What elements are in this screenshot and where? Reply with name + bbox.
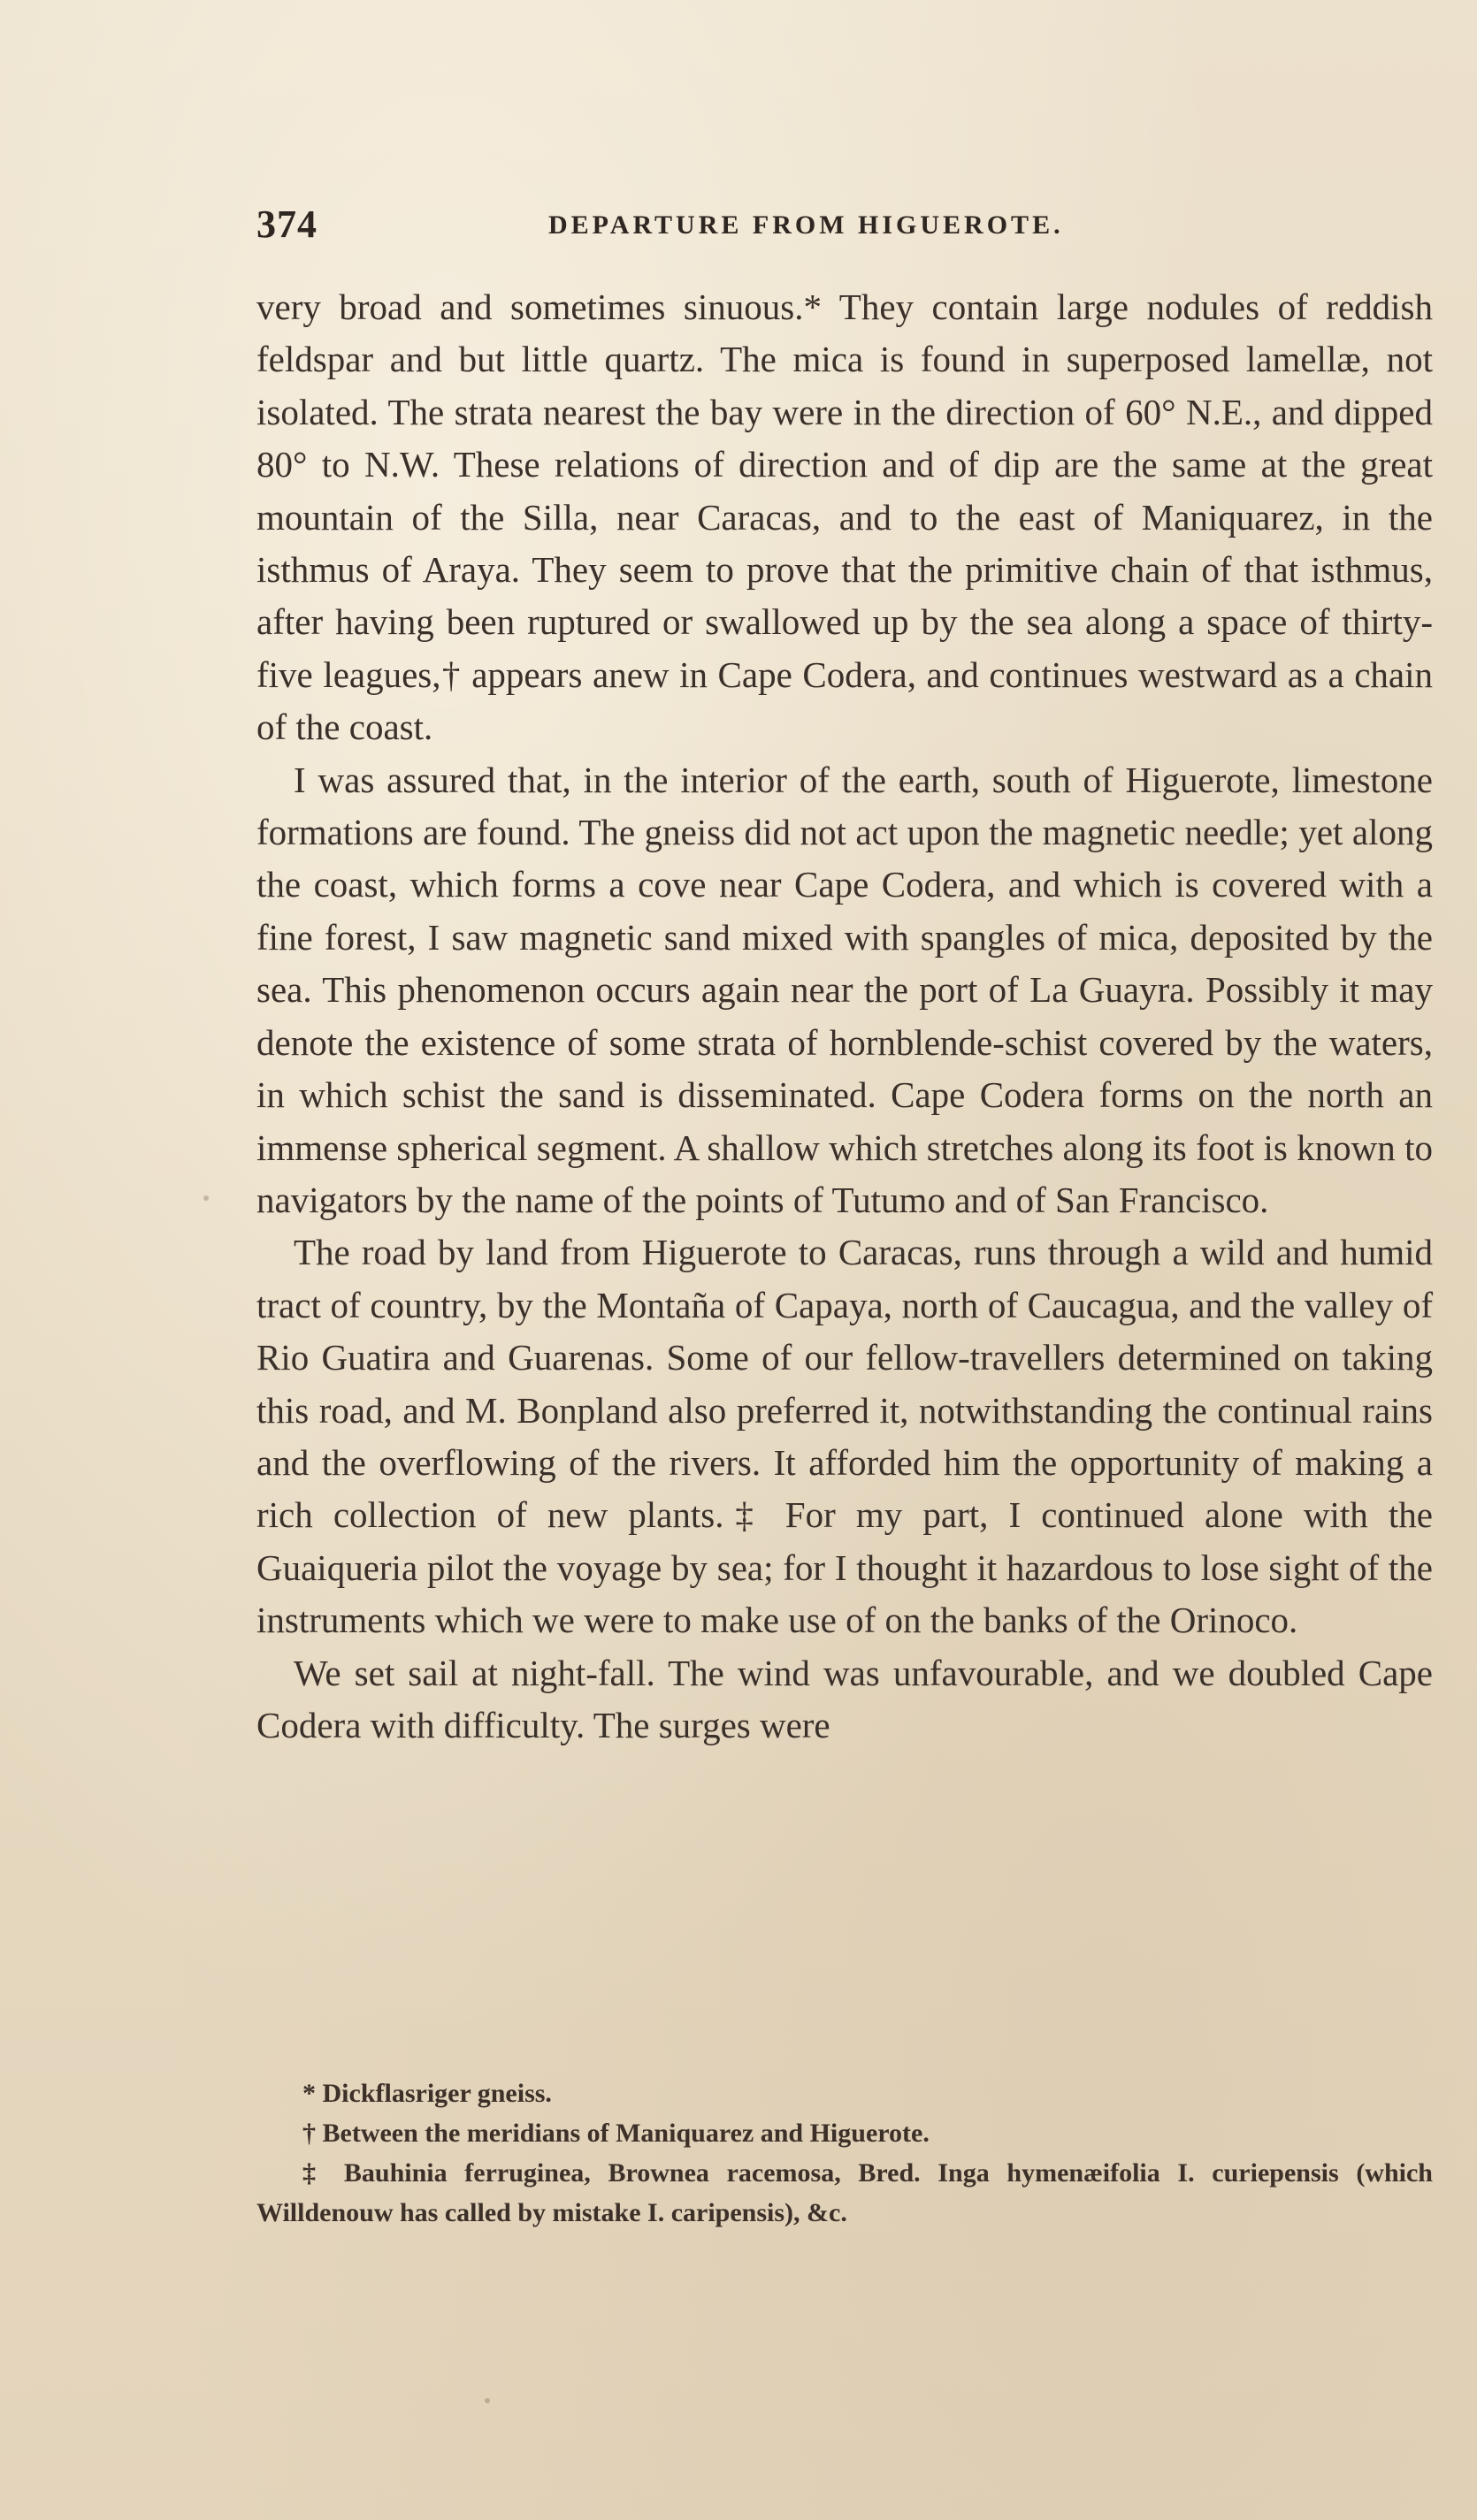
footnote-1: * Dickflasriger gneiss. [302,2079,552,2108]
paragraph-3: The road by land from Higuerote to Caracas, runs through a wild and humid tract of country, by the Montaña of Capaya, north of Caucagua, and the valley of Rio Guatira and Guarenas. Some of our fellow-travellers determined on taking this road, and M. Bonpland also preferred it, notwithstanding the continual rains and the overflowing of the rivers. It afforded him the opportunity of making a rich collection of new plants.‡ For my part, I continued alone with the Guaiqueria pilot the voyage by sea; for I thought it hazardous to lose sight of the instruments which we were to make use of on the banks of the Orinoco. [256,1232,1433,1641]
paragraph-4: We set sail at night-fall. The wind was unfavourable, and we doubled Cape Codera with difficulty. The surges were [256,1652,1433,1745]
footnote-3: ‡ Bauhinia ferruginea, Brownea racemosa, Bred. Inga hymenæifolia I. curiepensis (which Willdenouw has called by mistake I. caripensis), &c. [256,2158,1433,2227]
page-number: 374 [256,202,318,246]
running-head: DEPARTURE FROM HIGUEROTE. [548,210,1064,240]
footnotes [256,2073,1433,2233]
page-header [256,202,1433,255]
body-text [256,281,1433,1752]
paper-speck [485,2398,490,2403]
footnote-2: † Between the meridians of Maniquarez and Higuerote. [302,2119,930,2148]
paragraph-1: very broad and sometimes sinuous.* They contain large nodules of reddish feldspar and but little quartz. The mica is found in superposed lamellæ, not isolated. The strata nearest the bay were in the direction of 60° N.E., and dipped 80° to N.W. These relations of direction and of dip are the same at the great mountain of the Silla, near Caracas, and to the east of Maniquarez, in the isthmus of Araya. They seem to prove that the primitive chain of that isthmus, after having been ruptured or swallowed up by the sea along a space of thirty-five leagues,† appears anew in Cape Codera, and continues westward as a chain of the coast. [256,286,1433,748]
paper-speck [203,1195,209,1201]
paragraph-2: I was assured that, in the interior of the earth, south of Higuerote, limestone formations are found. The gneiss did not act upon the magnetic needle; yet along the coast, which forms a cove near Cape Codera, and which is covered with a fine forest, I saw magnetic sand mixed with spangles of mica, deposited by the sea. This phenomenon occurs again near the port of La Guayra. Possibly it may denote the existence of some strata of hornblende-schist covered by the waters, in which schist the sand is disseminated. Cape Codera forms on the north an immense spherical segment. A shallow which stretches along its foot is known to navigators by the name of the points of Tutumo and of San Francisco. [256,759,1433,1220]
